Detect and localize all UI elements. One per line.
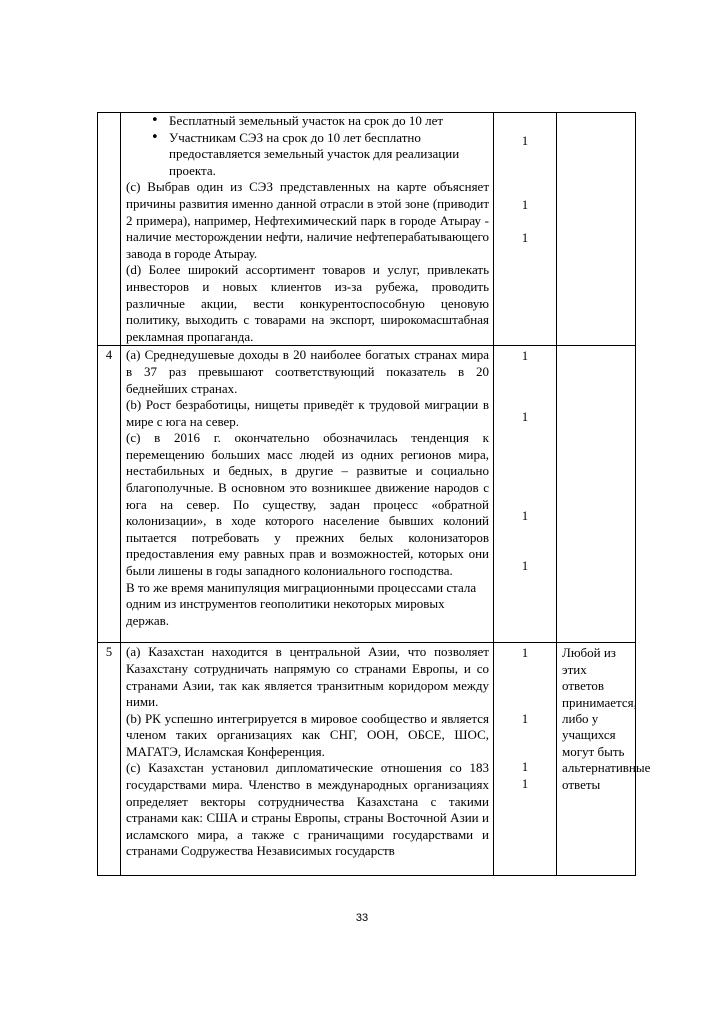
- answer-paragraph: (c) Казахстан установил дипломатические отношения со 183 государствами мира. Членство в международных организациях определяет векторы сотрудничества Казахстана с такими странами как: США и страны Европы, страны Восточной Азии и исламского мира, а также с граничащими государствами и странами Содружества Независимых государств: [126, 760, 489, 859]
- list-item: • Участникам СЭЗ на срок до 10 лет бесплатно предоставляется земельный участок для реализации проекта.: [169, 130, 489, 180]
- score-value: 1: [521, 134, 529, 148]
- note-cell: [557, 346, 636, 643]
- score-value: 1: [521, 231, 529, 245]
- answer-paragraph: (c) в 2016 г. окончательно обозначилась тенденция к перемещению больших масс людей из одних регионов мира, нестабильных и бедных, в другие – развитые и социально благополучные. В основном это возникшее движение народов с юга на север. По существу, задан процесс «обратной колонизации», в ходе которого население бывших колоний пытается потребовать у прежних белых колонизаторов предоставления ему равных прав и возможностей, которых они были лишены в годы западного колониального господства.: [126, 430, 489, 579]
- answer-content: [121, 346, 493, 629]
- bullet-list: [126, 113, 489, 179]
- document-page: [97, 112, 651, 876]
- answer-paragraph: (a) Среднедушевые доходы в 20 наиболее богатых странах мира в 37 раз превышают соответствующий показатель в 20 беднейших странах.: [126, 347, 489, 396]
- question-number: 5: [98, 643, 121, 876]
- note-cell: [557, 113, 636, 346]
- score-cell: [494, 113, 557, 346]
- answer-paragraph: (b) Рост безработицы, нищеты приведёт к трудовой миграции в мире с юга на север.: [126, 397, 489, 429]
- answer-content: [121, 643, 493, 860]
- score-value: 1: [521, 760, 529, 775]
- score-value: 1: [521, 559, 529, 574]
- answer-paragraph: (b) РК успешно интегрируется в мировое сообщество и является членом таких организациях как СНГ, ООН, ОБСЕ, ШОС, МАГАТЭ, Исламская Конференция.: [126, 710, 489, 759]
- answer-paragraph: В то же время манипуляция миграционными процессами стала одним из инструментов геополитики некоторых мировых держав.: [126, 579, 477, 628]
- table-row: [98, 113, 636, 346]
- score-value: 1: [521, 410, 529, 425]
- score-value: 1: [521, 646, 529, 661]
- answer-paragraph: (d) Более широкий ассортимент товаров и услуг, привлекать инвесторов и новых клиентов из-за рубежа, проводить различные акции, вести конкурентоспособную ценовую политику, выходить с товарами на экспорт, широкомасштабная рекламная пропаганда.: [126, 262, 489, 344]
- answer-paragraph: (a) Казахстан находится в центральной Азии, что позволяет Казахстану сотрудничать напрямую со странами Европы, и со странами Азии, так как является транзитным коридором между ними.: [126, 644, 489, 710]
- score-value: 1: [521, 777, 529, 792]
- answer-key-table: [97, 112, 651, 876]
- score-value: 1: [521, 712, 529, 727]
- table-row: [98, 643, 636, 876]
- score-cell: [494, 346, 557, 643]
- score-cell: [494, 643, 557, 876]
- page-number: 33: [355, 912, 369, 924]
- question-number: [98, 113, 121, 346]
- question-number: 4: [98, 346, 121, 643]
- answer-content: [121, 113, 493, 345]
- score-value: 1: [521, 198, 529, 212]
- score-value: 1: [521, 509, 529, 524]
- answer-paragraph: (c) Выбрав один из СЭЗ представленных на карте объясняет причины развития именно данной отрасли в этой зоне (приводит 2 примера), например, Нефтехимический парк в городе Атырау - наличие месторождении нефти, наличие нефтеперабатывающего завода в городе Атырау.: [126, 179, 489, 261]
- score-value: 1: [521, 349, 529, 364]
- table-row: [98, 346, 636, 643]
- note-cell: Любой из этих ответов принимается, либо у учащихся могут быть альтернативные ответы: [557, 643, 636, 876]
- list-item: • Бесплатный земельный участок на срок до 10 лет: [169, 113, 489, 130]
